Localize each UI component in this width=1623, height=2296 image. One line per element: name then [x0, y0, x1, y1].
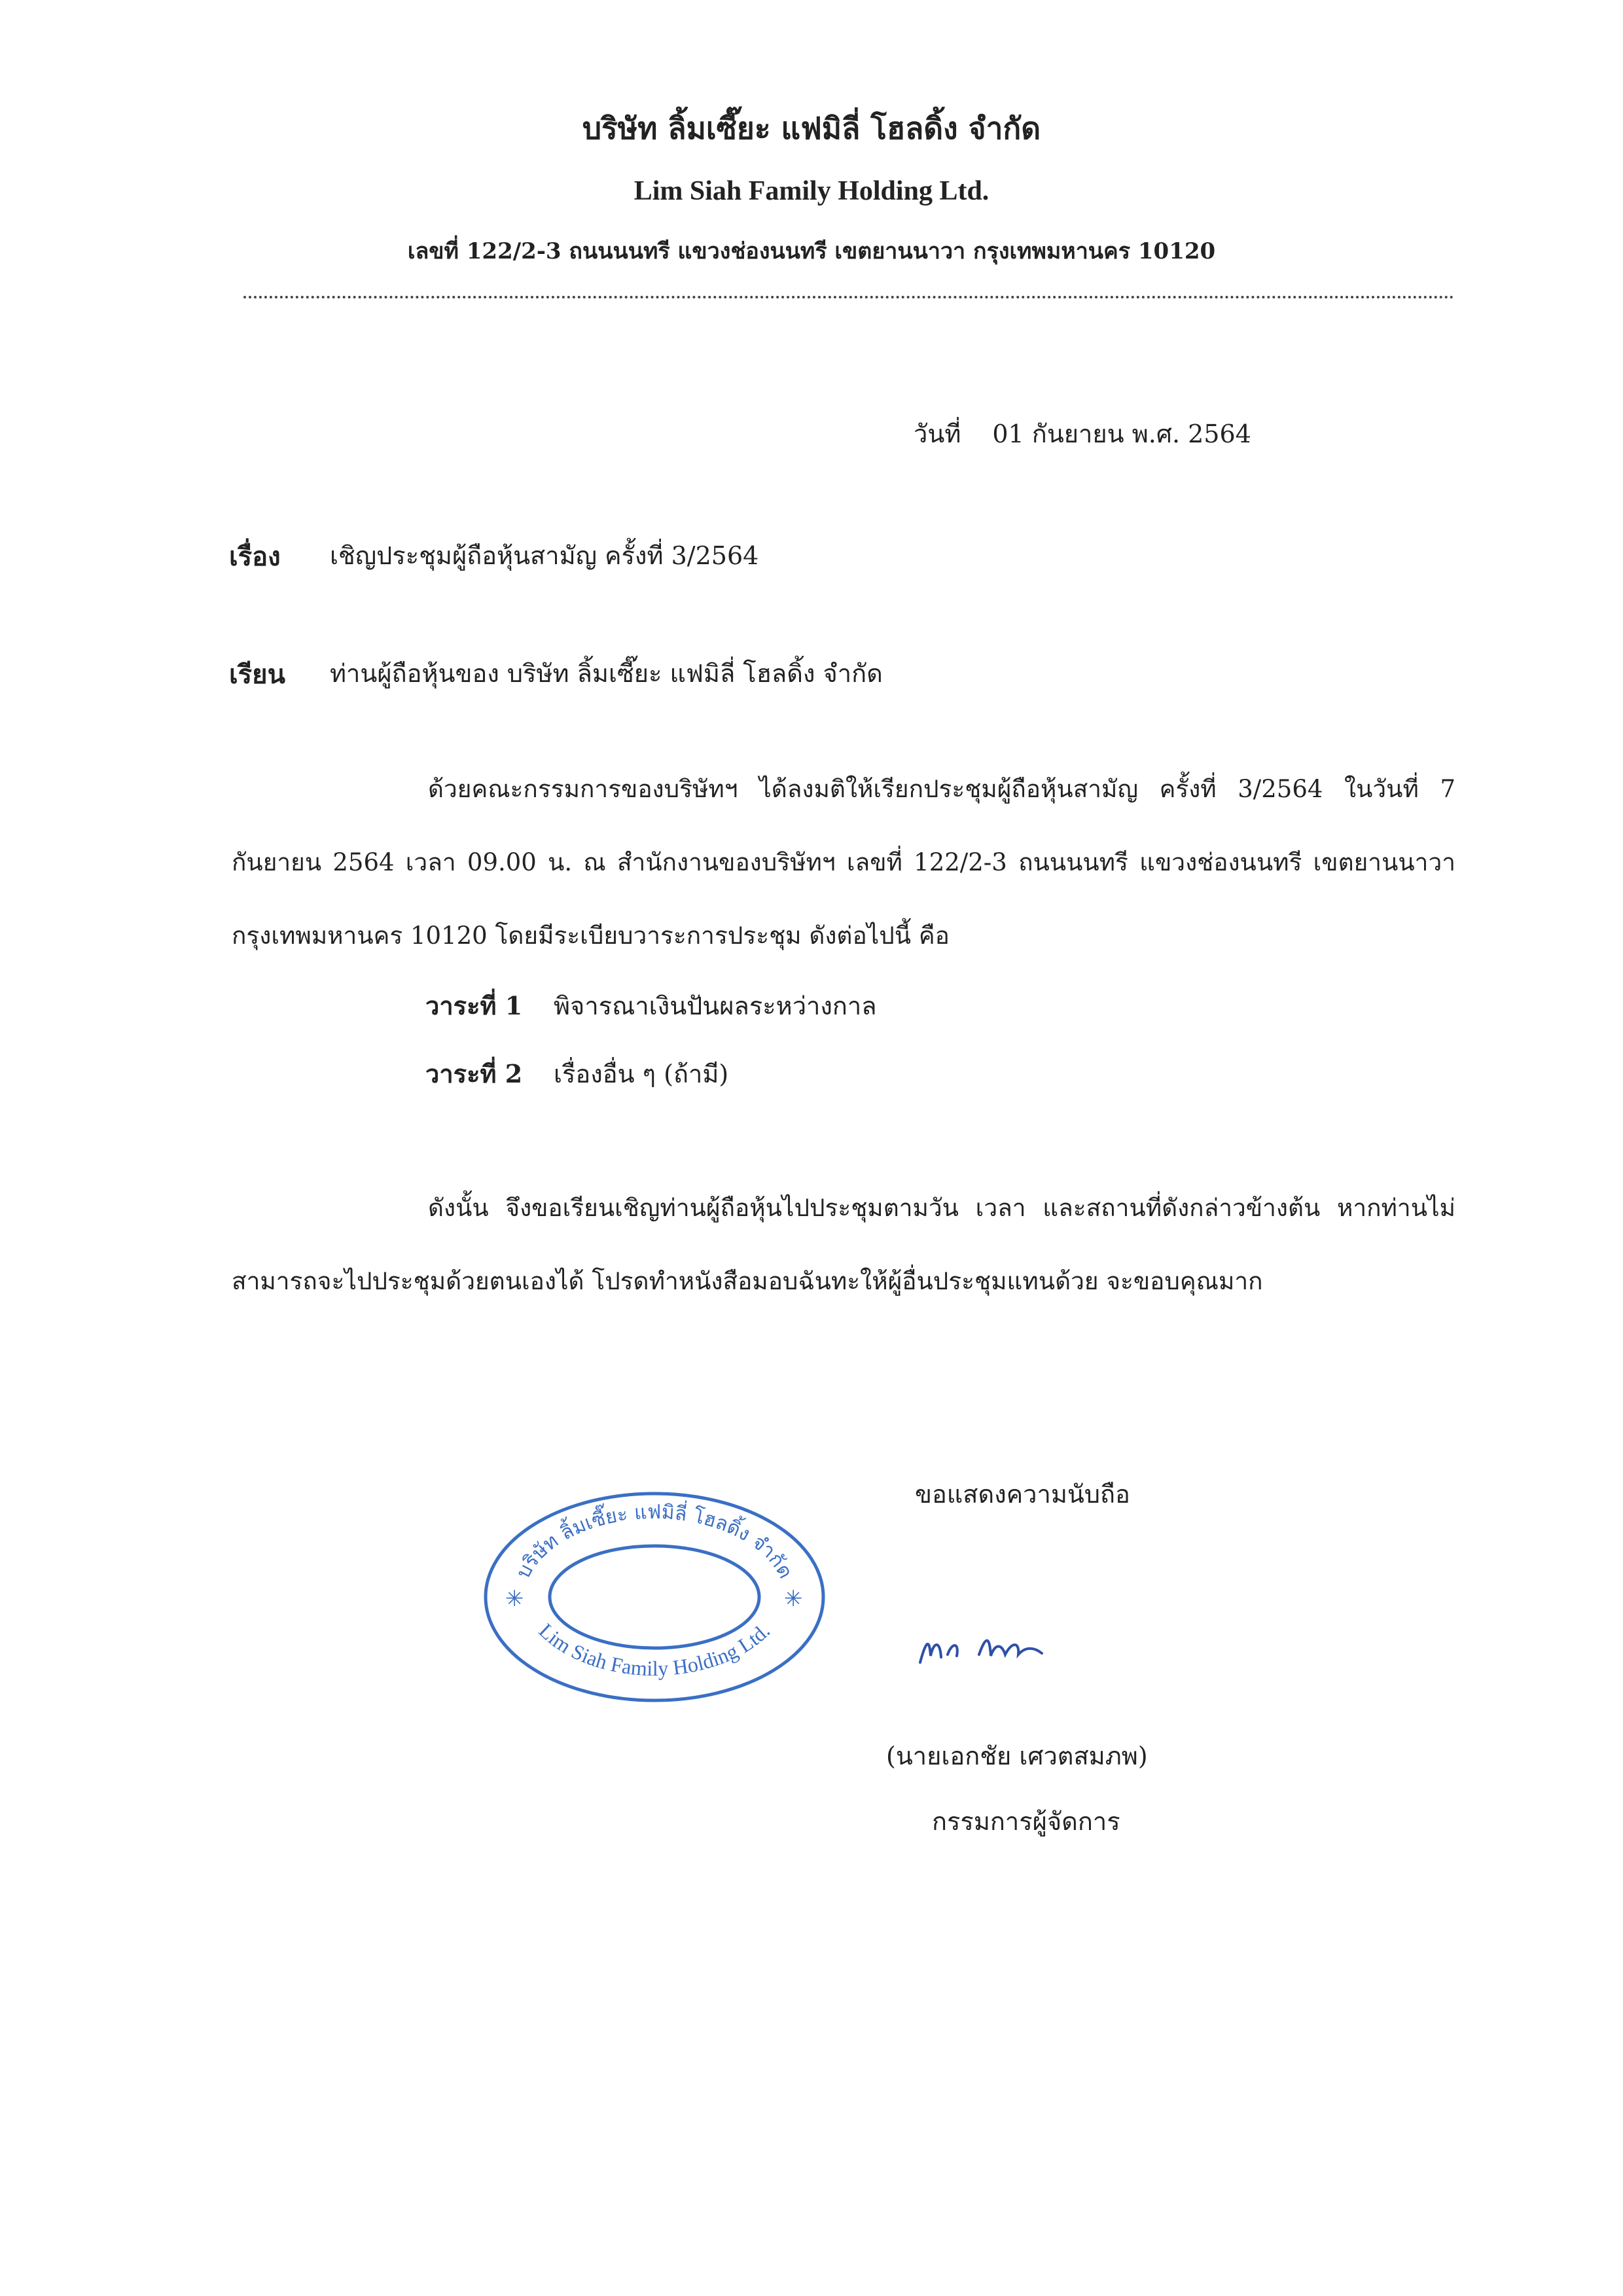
company-name-thai: บริษัท ลิ้มเซี๊ยะ แฟมิลี่ โฮลดิ้ง จำกัด: [582, 111, 1041, 146]
stamp-left-star-icon: ✳: [505, 1586, 524, 1612]
subject-value: เชิญประชุมผู้ถือหุ้นสามัญ ครั้งที่ 3/2564: [330, 541, 759, 570]
company-stamp: [478, 1486, 831, 1708]
company-name-english: Lim Siah Family Holding Ltd.: [633, 176, 990, 206]
agenda-2-text: เรื่องอื่น ๆ (ถ้ามี): [554, 1060, 729, 1088]
stamp-right-star-icon: ✳: [784, 1586, 803, 1612]
closing-salutation: ขอแสดงความนับถือ: [915, 1480, 1130, 1509]
date-value: 01 กันยายน พ.ศ. 2564: [992, 420, 1251, 448]
stamp-bottom-text: Lim Siah Family Holding Ltd.: [534, 1619, 775, 1681]
company-address: เลขที่ 122/2-3 ถนนนนทรี แขวงช่องนนทรี เขตยานนาวา กรุงเทพมหานคร 10120: [407, 238, 1216, 264]
body-paragraph-2: ดังนั้น จึงขอเรียนเชิญท่านผู้ถือหุ้นไปประชุมตามวัน เวลา และสถานที่ดังกล่าวข้างต้น หากท่านไม่สามารถจะไปประชุมด้วยตนเองได้ โปรดทำหนังสือมอบฉันทะให้ผู้อื่นประชุมแทนด้วย จะขอบคุณมาก: [232, 1194, 1455, 1295]
handwritten-signature: [914, 1617, 1071, 1676]
letter-date: [914, 414, 1251, 454]
signatory-name: (นายเอกชัย เศวตสมภพ): [886, 1742, 1148, 1770]
body-paragraph-1: ด้วยคณะกรรมการของบริษัทฯ ได้ลงมติให้เรียกประชุมผู้ถือหุ้นสามัญ ครั้งที่ 3/2564 ในวันที่ 7 กันยายน 2564 เวลา 09.00 น. ณ สำนักงานของบริษัทฯ เลขที่ 122/2-3 ถนนนนทรี แขวงช่องนนทรี เขตยานนาวา กรุงเทพมหานคร 10120 โดยมีระเบียบวาระการประชุม ดังต่อไปนี้ คือ: [232, 775, 1455, 950]
stamp-inner-ring: [550, 1546, 759, 1648]
recipient-label: เรียน: [229, 659, 285, 690]
stamp-top-text: บริษัท ลิ้มเซี๊ยะ แฟมิลี่ โฮลดิ้ง จำกัด: [512, 1501, 797, 1583]
agenda-2-label: วาระที่ 2: [425, 1059, 523, 1088]
date-label: วันที่: [914, 420, 961, 448]
subject-label: เรื่อง: [229, 541, 281, 572]
letterhead-divider: [243, 296, 1454, 298]
signatory-title: กรรมการผู้จัดการ: [932, 1807, 1120, 1836]
agenda-1-label: วาระที่ 1: [425, 991, 523, 1020]
agenda-1-text: พิจารณาเงินปันผลระหว่างกาล: [554, 992, 877, 1020]
recipient-value: ท่านผู้ถือหุ้นของ บริษัท ลิ้มเซี๊ยะ แฟมิลี่ โฮลดิ้ง จำกัด: [330, 659, 883, 688]
